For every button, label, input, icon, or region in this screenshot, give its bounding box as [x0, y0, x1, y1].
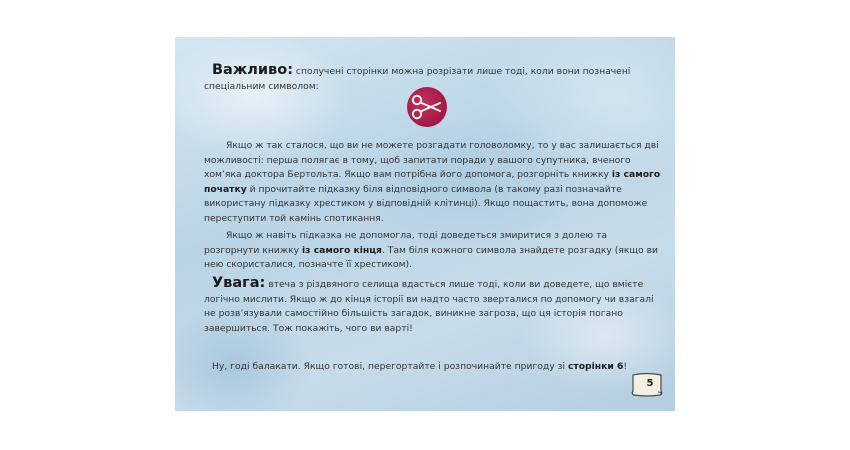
warning-text: втеча з різдвяного селища вдасться лише тоді, коли ви доведете, що вмієте логічно мислити. Якщо ж до кінця історії ви надто часто зверталися по допомогу чи взагалі не розв’язували самостійно більшість загадок, виникне загроза, що ця історія погано завершиться. Тож покажіть, чого ви варті! — [204, 279, 654, 334]
stuck-paragraph: Якщо ж так сталося, що ви не можете розгадати головоломку, то у вас залишається дві можливості: перша полягає в тому, щоб запитати поради у вашого супутника, вченого хом’яка доктора Бертольта. Якщо вам потрібна його допомога, розгорніть книжку із самого початку й прочитайте підказку біля відповідного символа (в такому разі позначайте використану підказку хрестиком у відповідній клітинці). Якщо пощастить, вона допоможе переступити той камінь спотикання. — [204, 140, 661, 224]
important-heading: Важливо: — [212, 62, 293, 78]
book-page — [175, 37, 675, 411]
closing-paragraph: Ну, годі балакати. Якщо готові, перегортайте і розпочинайте пригоду зі сторінки 6! — [212, 361, 628, 372]
warning-paragraph — [204, 276, 664, 336]
page-number: 5 — [646, 378, 654, 389]
warning-heading: Увага: — [212, 275, 266, 291]
hint-paragraph: Якщо ж навіть підказка не допомогла, тоді доведеться змиритися з долею та розгорнути книжку із самого кінця. Там біля кожного символа знайдете розгадку (якщо ви нею скористалися, позначте її хрестиком). — [204, 230, 658, 271]
important-text: сполучені сторінки можна розрізати лише тоді, коли вони позначені спеціальним символом: — [204, 66, 631, 92]
scissors-symbol — [407, 87, 447, 127]
scissors-icon — [407, 87, 447, 127]
